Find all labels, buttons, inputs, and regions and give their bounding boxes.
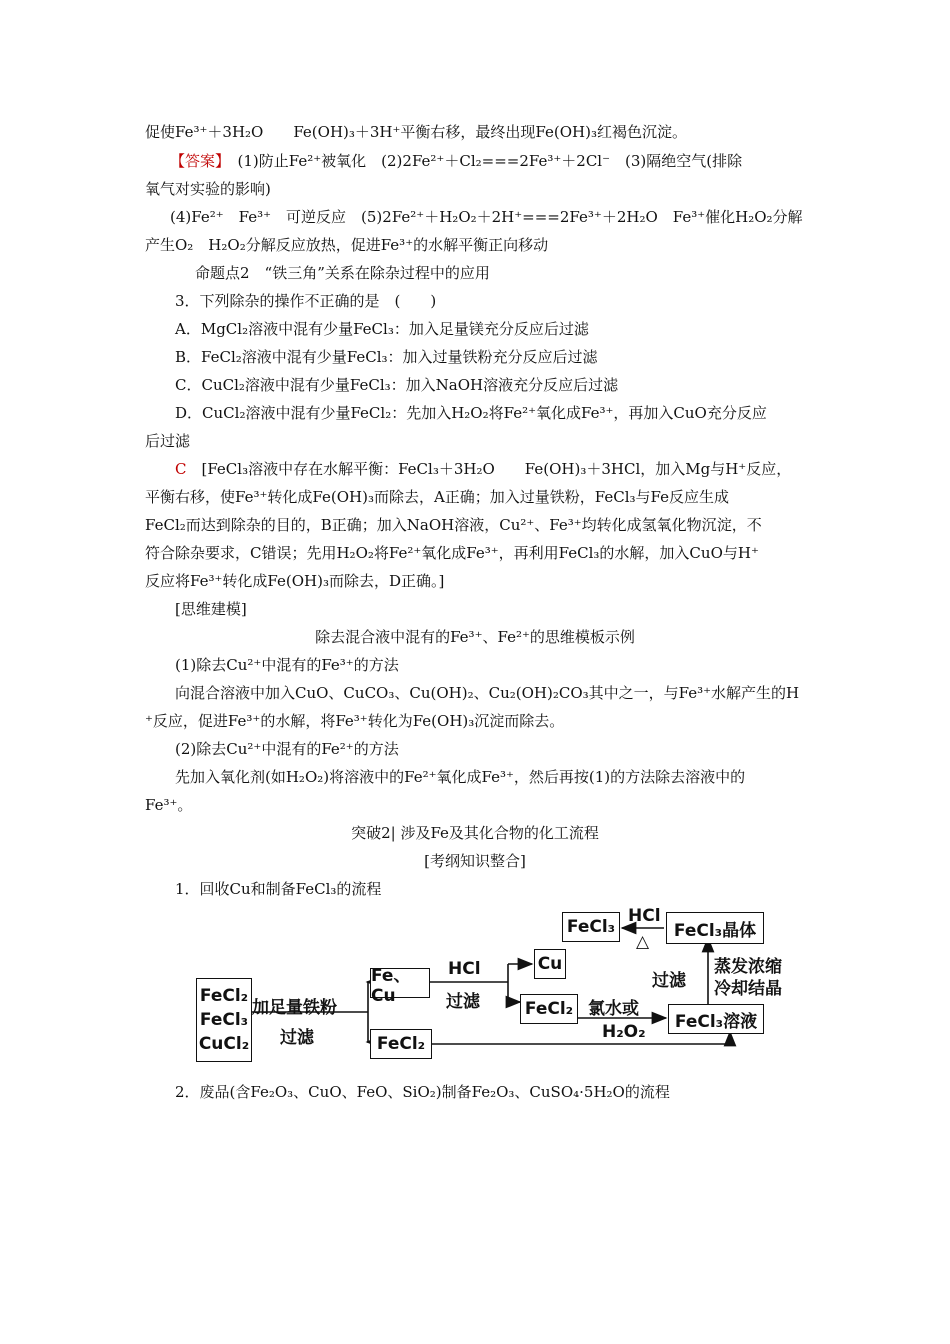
explanation-line-2: 平衡右移，使Fe³⁺转化成Fe(OH)₃而除去，A正确；加入过量铁粉，FeCl₃与Fe反应生成 [145, 488, 730, 506]
section-heading-2: 命题点2 “铁三角”关系在除杂过程中的应用 [195, 264, 490, 282]
heat-symbol: △ [636, 932, 650, 952]
syllabus-heading: [考纲知识整合] [424, 852, 526, 870]
text-line-4: (4)Fe²⁺ Fe³⁺ 可逆反应 (5)2Fe²⁺＋H₂O₂＋2H⁺===2Fe³⁺＋2H₂O Fe³⁺催化H₂O₂分解 [170, 208, 803, 226]
thinking-model-heading: [思维建模] [175, 600, 247, 618]
flow-diagram-cu-fecl3 [190, 902, 800, 1068]
add-iron-label: 加足量铁粉 [252, 998, 337, 1018]
text-line-3: 氧气对实验的影响) [145, 180, 271, 198]
answer-label: 【答案】 [170, 152, 223, 170]
fecl2-mid-box: FeCl₂ [520, 994, 578, 1024]
start-fecl2: FeCl₂ [199, 986, 249, 1006]
fecl3-solution-box: FeCl₃溶液 [668, 1004, 764, 1034]
option-c: C．CuCl₂溶液中混有少量FeCl₃：加入NaOH溶液充分反应后过滤 [175, 376, 619, 394]
explanation-line-1 [175, 459, 791, 479]
option-b: B．FeCl₂溶液中混有少量FeCl₃：加入过量铁粉充分反应后过滤 [175, 348, 598, 366]
method-1-text: 向混合溶液中加入CuO、CuCO₃、Cu(OH)₂、Cu₂(OH)₂CO₃其中之一，与Fe³⁺水解产生的H [175, 684, 800, 702]
template-title: 除去混合液中混有的Fe³⁺、Fe²⁺的思维模板示例 [315, 628, 635, 646]
answer-text: (1)防止Fe²⁺被氧化 (2)2Fe²⁺＋Cl₂===2Fe³⁺＋2Cl⁻ (3)隔绝空气(排除 [222, 152, 743, 170]
explanation-line-3: FeCl₂而达到除杂的目的，B正确；加入NaOH溶液，Cu²⁺、Fe³⁺均转化成氢氧化物沉淀，不 [145, 516, 762, 534]
start-cucl2: CuCl₂ [198, 1034, 250, 1054]
cool-crystallize-label: 冷却结晶 [714, 979, 782, 999]
answer-letter: C [175, 460, 187, 478]
method-2-heading: (2)除去Cu²⁺中混有的Fe²⁺的方法 [175, 740, 399, 758]
cu-box: Cu [534, 949, 566, 979]
chlorine-water-label: 氯水或 [588, 999, 639, 1019]
explanation-line-5: 反应将Fe³⁺转化成Fe(OH)₃而除去，D正确。] [145, 572, 445, 590]
text-line-5: 产生O₂ H₂O₂分解反应放热，促进Fe³⁺的水解平衡正向移动 [145, 236, 549, 254]
method-1-heading: (1)除去Cu²⁺中混有的Fe³⁺的方法 [175, 656, 399, 674]
option-d: D．CuCl₂溶液中混有少量FeCl₂：先加入H₂O₂将Fe²⁺氧化成Fe³⁺，再加入CuO充分反应 [175, 404, 767, 422]
text-line-1: 促使Fe³⁺＋3H₂O Fe(OH)₃＋3H⁺平衡右移，最终出现Fe(OH)₃红褐色沉淀。 [145, 123, 687, 141]
fe-cu-box: Fe、Cu [370, 968, 430, 998]
method-2-text-cont: Fe³⁺。 [145, 796, 193, 814]
h2o2-label: H₂O₂ [602, 1022, 646, 1042]
fecl2-low-box: FeCl₂ [370, 1029, 432, 1059]
explanation-line-4: 符合除杂要求，C错误；先用H₂O₂将Fe²⁺氧化成Fe³⁺，再利用FeCl₃的水解，加入CuO与H⁺ [145, 544, 759, 562]
option-d-cont: 后过滤 [145, 432, 191, 450]
method-2-text: 先加入氧化剂(如H₂O₂)将溶液中的Fe²⁺氧化成Fe³⁺，然后再按(1)的方法除去溶液中的 [175, 768, 746, 786]
breakthrough-2-title: 突破2| 涉及Fe及其化合物的化工流程 [351, 824, 599, 842]
evaporate-label: 蒸发浓缩 [714, 957, 782, 977]
method-1-text-cont: ⁺反应，促进Fe³⁺的水解，将Fe³⁺转化为Fe(OH)₃沉淀而除去。 [145, 712, 565, 730]
filter-label-1: 过滤 [280, 1028, 314, 1048]
flow-2-title: 2．废品(含Fe₂O₃、CuO、FeO、SiO₂)制备Fe₂O₃、CuSO₄·5H₂O的流程 [175, 1083, 670, 1101]
explanation-text: [FeCl₃溶液中存在水解平衡：FeCl₃＋3H₂O Fe(OH)₃＋3HCl，加入Mg与H⁺反应， [186, 460, 792, 478]
fecl3-crystal-box: FeCl₃晶体 [666, 912, 764, 944]
hcl-label: HCl [448, 959, 481, 979]
start-mixture-box [196, 978, 252, 1062]
filter-label-2: 过滤 [446, 992, 480, 1012]
flow-1-title: 1．回收Cu和制备FeCl₃的流程 [175, 880, 382, 898]
option-a: A．MgCl₂溶液中混有少量FeCl₃：加入足量镁充分反应后过滤 [175, 320, 589, 338]
question-3: 3．下列除杂的操作不正确的是 ( ) [175, 292, 437, 310]
filter-label-3: 过滤 [652, 971, 686, 991]
hcl-heat-label: HCl [628, 906, 661, 926]
answer-line [170, 151, 742, 171]
start-fecl3: FeCl₃ [199, 1010, 249, 1030]
fecl3-final-box: FeCl₃ [562, 912, 620, 942]
